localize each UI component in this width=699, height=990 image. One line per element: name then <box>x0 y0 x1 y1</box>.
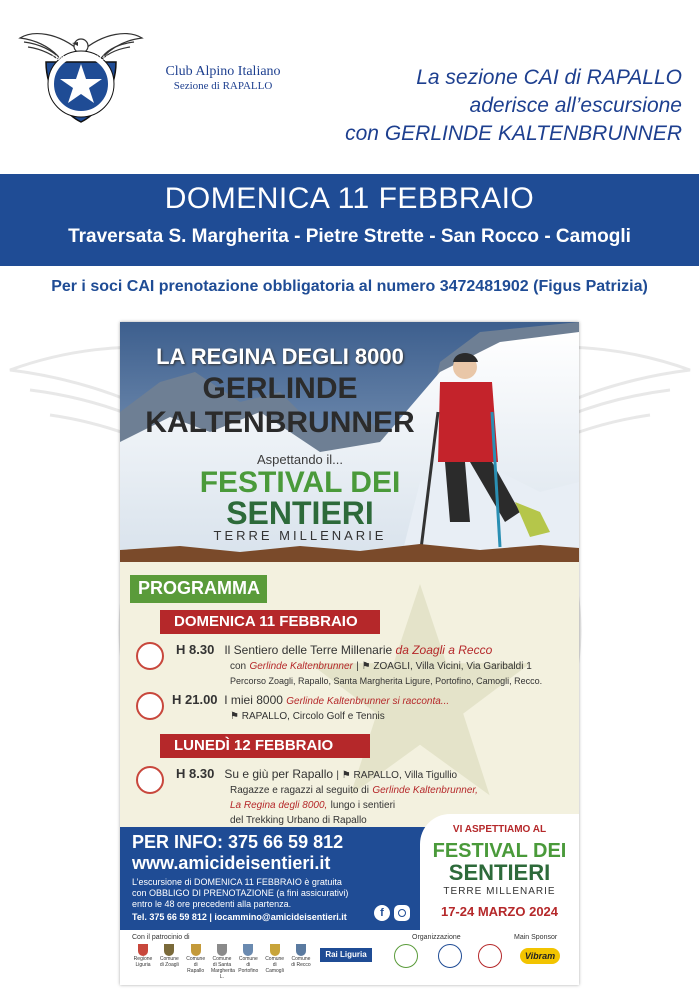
event-1-route: Percorso Zoagli, Rapallo, Santa Margherita Ligure, Portofino, Camogli, Recco. <box>230 676 543 686</box>
event-2-title: I miei 8000 <box>224 693 283 707</box>
vibram-sponsor-logo: Vibram <box>520 948 560 964</box>
event-3-time: H 8.30 <box>176 766 215 781</box>
municipality-logo: Regione Liguria <box>132 944 154 980</box>
organizer-logo <box>438 944 462 968</box>
event-3-desc-2: lungo i sentieri <box>330 800 396 811</box>
info-phone: PER INFO: 375 66 59 812 <box>132 832 344 852</box>
headline-line-1: La sezione CAI di RAPALLO <box>416 66 682 89</box>
day-1-banner: DOMENICA 11 FEBBRAIO <box>160 610 380 634</box>
event-3: H 8.30 Su e giù per Rapallo | ⚑ RAPALLO, Villa Tigullio Ragazze e ragazzi al seguito di Gerlinde Kaltenbrunner, La Regina degli 8000, lungo i sentieri del Trekking Urbano di Rapallo <box>176 766 478 826</box>
event-1-title: Il Sentiero delle Terre Millenarie <box>224 643 393 657</box>
event-1-with: con <box>230 661 247 672</box>
poster-festival-line-2: SENTIERI <box>226 495 374 531</box>
event-3-title: Su e giù per Rapallo <box>224 767 334 781</box>
info-note-line-2: con OBBLIGO DI PRENOTAZIONE (a fini assicurativi) <box>132 888 349 898</box>
info-note <box>132 877 372 910</box>
info-contact: Tel. 375 66 59 812 | iocammino@amicideisentieri.it <box>132 912 347 922</box>
event-2: H 21.00 I miei 8000 Gerlinde Kaltenbrunner si racconta... ⚑ RAPALLO, Circolo Golf e Tennis <box>172 692 450 722</box>
municipality-logos <box>132 944 312 980</box>
logo-text: CLUB ALPINO ITALIANO <box>47 56 119 62</box>
event-2-title-extra: Gerlinde Kaltenbrunner si racconta... <box>286 696 450 707</box>
municipality-logo: Comune di Camogli <box>264 944 286 980</box>
programma-label: PROGRAMMA <box>138 578 260 598</box>
event-poster <box>120 322 579 985</box>
event-1-title-extra: da Zoagli a Recco <box>395 643 493 657</box>
headline <box>300 64 682 148</box>
headline-line-2: aderisce all’escursione <box>469 94 682 117</box>
municipality-logo: Comune di Recco <box>290 944 312 980</box>
poster-festival-sub: TERRE MILLENARIE <box>213 528 387 543</box>
day-2-banner: LUNEDÌ 12 FEBBRAIO <box>160 734 370 758</box>
event-3-desc-1-guest: Gerlinde Kaltenbrunner, <box>372 785 478 796</box>
municipality-logo: Comune di Zoagli <box>158 944 180 980</box>
hiking-icon <box>136 766 164 794</box>
event-2-place: RAPALLO, Circolo Golf e Tennis <box>241 711 385 722</box>
festival-box-line-1: FESTIVAL DEI <box>432 840 567 862</box>
group-talk-icon <box>136 692 164 720</box>
info-website-link[interactable]: www.amicideisentieri.it <box>132 853 331 873</box>
headline-line-3: con GERLINDE KALTENBRUNNER <box>345 122 682 145</box>
booking-note: Per i soci CAI prenotazione obbligatoria al numero 3472481902 (Figus Patrizia) <box>51 278 648 295</box>
info-note-line-3: entro le 48 ore precedenti alla partenza. <box>132 899 292 909</box>
organizer-logo <box>394 944 418 968</box>
poster-kicker: LA REGINA DEGLI 8000 <box>156 344 404 369</box>
festival-box-line-2: SENTIERI <box>448 860 551 885</box>
festival-box-sub: TERRE MILLENARIE <box>443 886 556 897</box>
event-1-time: H 8.30 <box>176 642 215 657</box>
municipality-logo: Comune di Portofino <box>237 944 259 980</box>
club-name <box>148 64 298 93</box>
poster-festival-line-1: FESTIVAL DEI <box>199 466 401 499</box>
rai-liguria-logo: Rai Liguria <box>320 948 372 962</box>
hiking-icon <box>136 642 164 670</box>
info-note-line-1: L’escursione di DOMENICA 11 FEBBRAIO è gratuita <box>132 877 342 887</box>
facebook-icon[interactable]: f <box>374 905 390 921</box>
patrocinio-label: Con il patrocinio di <box>132 934 190 941</box>
event-3-desc-3: del Trekking Urbano di Rapallo <box>230 815 367 826</box>
poster-guest-name-line-2: KALTENBRUNNER <box>145 406 415 439</box>
poster-guest-name-line-1: GERLINDE <box>202 372 358 405</box>
cai-eagle-logo <box>18 22 144 126</box>
event-3-desc-1: Ragazze e ragazzi al seguito di <box>230 785 369 796</box>
organizzazione-label: Organizzazione <box>412 934 461 941</box>
organizer-logo <box>478 944 502 968</box>
festival-await: VI ASPETTIAMO AL <box>452 824 547 835</box>
event-1-guest: Gerlinde Kaltenbrunner <box>249 661 353 672</box>
instagram-icon[interactable] <box>394 905 410 921</box>
club-section: Sezione di RAPALLO <box>173 80 273 92</box>
event-3-place: RAPALLO, Villa Tigullio <box>353 770 458 781</box>
municipality-logo: Comune di Rapallo <box>185 944 207 980</box>
event-3-desc-2-italic: La Regina degli 8000, <box>230 800 328 811</box>
club-name-title: Club Alpino Italiano <box>165 64 281 79</box>
poster-waiting: Aspettando il... <box>257 452 343 467</box>
event-route: Traversata S. Margherita - Pietre Strette - San Rocco - Camogli <box>68 226 631 247</box>
festival-dates: 17-24 MARZO 2024 <box>440 904 559 919</box>
main-sponsor-label: Main Sponsor <box>514 934 558 941</box>
event-1: H 8.30 Il Sentiero delle Terre Millenarie da Zoagli a Recco con Gerlinde Kaltenbrunner | ⚑ ZOAGLI, Villa Vicini, Via Garibaldi 1 Percorso Zoagli, Rapallo, Santa Margherita Ligure, Portofino, Camogli, Recco. <box>176 642 543 686</box>
event-band <box>0 174 699 266</box>
municipality-logo: Comune di Santa Margherita L. <box>211 944 233 980</box>
event-date: DOMENICA 11 FEBBRAIO <box>164 182 535 215</box>
event-2-time: H 21.00 <box>172 692 218 707</box>
event-1-place: ZOAGLI, Villa Vicini, Via Garibaldi 1 <box>373 661 532 672</box>
